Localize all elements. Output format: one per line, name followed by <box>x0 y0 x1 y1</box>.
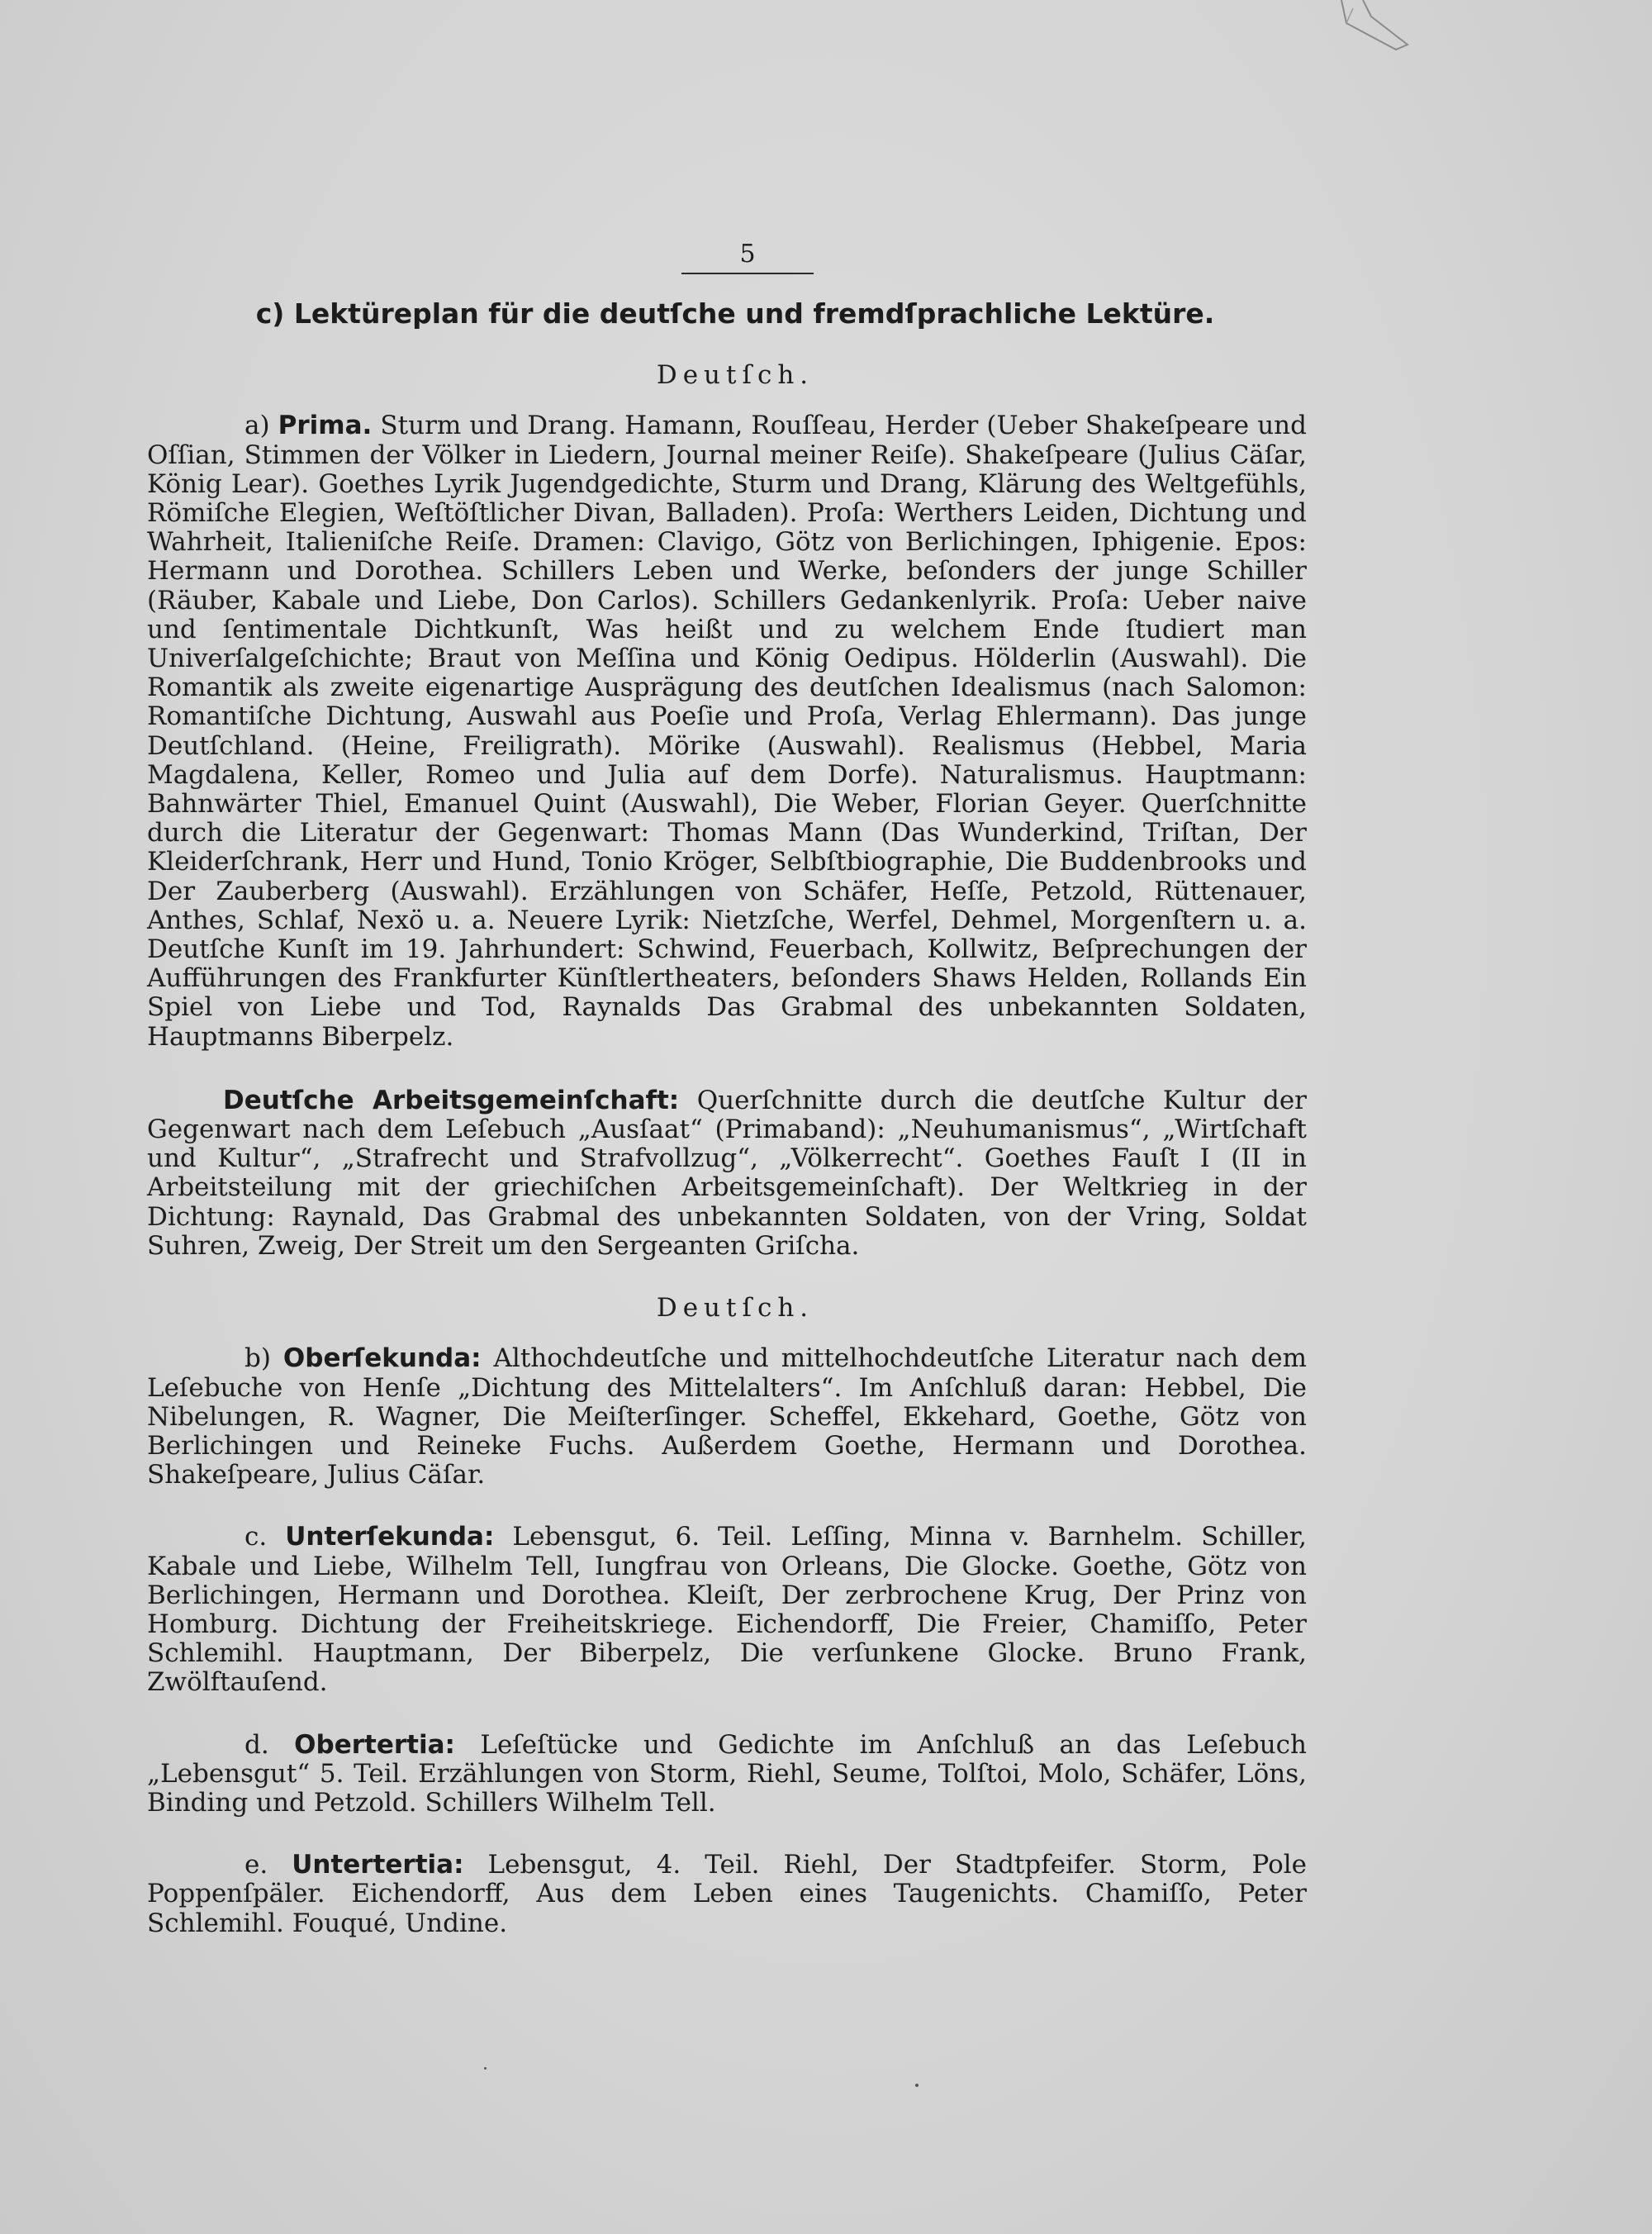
subject-title: Deutſch. <box>656 360 814 391</box>
paragraph-marker: e. <box>244 1850 268 1880</box>
paragraph-lead: Obertertia: <box>294 1729 455 1760</box>
paragraph-lead: Unterſekunda: <box>285 1522 495 1552</box>
paragraph-text: Querſchnitte durch die deutſche Kultur der Gegenwart nach dem Leſebuch „Ausſaat“ (Primaband): „Neuhumanismus“, „Wirtſchaft und Kultur“, „Strafrecht und Strafvollzug“, „Völkerrecht“. Goethes Fauſt I (II in Arbeitsteilung mit der griechiſchen Arbeitsgemeinſchaft). Der Weltkrieg in der Dichtung: Raynald, Das Grabmal des unbekannten Soldaten, von der Vring, Soldat Suhren, Zweig, Der Streit um den Sergeanten Griſcha. <box>147 1085 1307 1261</box>
paragraph-text: Sturm und Drang. Hamann, Rouſſeau, Herder (Ueber Shakeſpeare und Oſſian, Stimmen der Völker in Liedern, Journal meiner Reiſe). Shakeſpeare (Julius Cäſar, König Lear). Goethes Lyrik Jugendgedichte, Sturm und Drang, Klärung des Weltgefühls, Römiſche Elegien, Weſtöſtlicher Divan, Balladen). Proſa: Werthers Leiden, Dichtung und Wahrheit, Italieniſche Reiſe. Dramen: Clavigo, Götz von Berlichingen, Iphigenie. Epos: Hermann und Dorothea. Schillers Leben und Werke, beſonders der junge Schiller (Räuber, Kabale und Liebe, Don Carlos). Schillers Gedankenlyrik. Proſa: Ueber naive und ſentimentale Dichtkunſt, Was heißt und zu welchem Ende ſtudiert man Univerſalgeſchichte; Braut von Meſſina und König Oedipus. Hölderlin (Auswahl). Die Romantik als zweite eigenartige Ausprägung des deutſchen Idealismus (nach Salomon: Romantiſche Dichtung, Auswahl aus Poeſie und Proſa, Verlag Ehlermann). Das junge Deutſchland. (Heine, Freiligrath). Mörike (Auswahl). Realismus (Hebbel, Maria Magdalena, Keller, Romeo und Julia auf dem Dorfe). Naturalismus. Hauptmann: Bahnwärter Thiel, Emanuel Quint (Auswahl), Die Weber, Florian Geyer. Querſchnitte durch die Literatur der Gegenwart: Thomas Mann (Das Wunderkind, Triſtan, Der Kleiderſchrank, Herr und Hund, Tonio Kröger, Selbſtbiographie, Die Buddenbrooks und Der Zauberberg (Auswahl). Erzählungen von Schäfer, Heſſe, Petzold, Rüttenauer, Anthes, Schlaf, Nexö u. a. Neuere Lyrik: Nietzſche, Werfel, Dehmel, Morgenſtern u. a. Deutſche Kunſt im 19. Jahrhundert: Schwind, Feuerbach, Kollwitz, Beſprechungen der Aufführungen des Frankfurter Künſtlertheaters, beſonders Shaws Helden, Rollands Ein Spiel von Liebe und Tod, Raynalds Das Grabmal des unbekannten Soldaten, Hauptmanns Biberpelz. <box>147 411 1307 1052</box>
paragraph-lead: Deutſche Arbeitsgemeinſchaft: <box>223 1085 680 1115</box>
paper-speck <box>915 2084 919 2087</box>
paragraph-obertertia <box>147 1731 1307 1818</box>
paper-speck <box>484 2067 487 2070</box>
paragraph-untertertia <box>147 1851 1307 1938</box>
paragraph-lead: Prima. <box>278 411 373 441</box>
section-heading: c) Lektüreplan für die deutſche und fremdſprachliche Lektüre. <box>255 297 1215 330</box>
paragraph-marker: b) <box>244 1343 271 1374</box>
paragraph-marker: c. <box>244 1522 268 1552</box>
paragraph-prima <box>147 411 1307 1051</box>
paragraph-untersekunda <box>147 1523 1307 1697</box>
paragraph-lead: Untertertia: <box>292 1850 464 1880</box>
paragraph-text: Lebensgut, 4. Teil. Riehl, Der Stadtpfeifer. Storm, Pole Poppenſpäler. Eichendorff, Aus dem Leben eines Taugenichts. Chamiſſo, Peter Schlemihl. Fouqué, Undine. <box>147 1850 1308 1938</box>
paragraph-lead: Oberſekunda: <box>282 1343 482 1374</box>
paragraph-text: Lebensgut, 6. Teil. Leſſing, Minna v. Barnhelm. Schiller, Kabale und Liebe, Wilhelm Tell, Iungfrau von Orleans, Die Glocke. Goethe, Götz von Berlichingen, Hermann und Dorothea. Kleiſt, Der zerbrochene Krug, Der Prinz von Homburg. Dichtung der Freiheitskriege. Eichendorff, Die Freier, Chamiſſo, Peter Schlemihl. Hauptmann, Der Biberpelz, Die verſunkene Glocke. Bruno Frank, Zwölftauſend. <box>147 1522 1307 1698</box>
subject-title: Deutſch. <box>656 1293 814 1324</box>
paragraph-text: Althochdeutſche und mittelhochdeutſche Literatur nach dem Leſebuche von Henſe „Dichtung des Mittelalters“. Im Anſchluß daran: Hebbel, Die Nibelungen, R. Wagner, Die Meiſterſinger. Scheffel, Ekkehard, Goethe, Götz von Berlichingen und Reineke Fuchs. Außerdem Goethe, Hermann und Dorothea. Shakeſpeare, Julius Cäſar. <box>147 1343 1307 1490</box>
page-number-rule <box>681 273 814 274</box>
page-number-block <box>681 238 814 274</box>
page-body <box>147 299 1307 1938</box>
corner-fold-mark <box>1338 0 1412 58</box>
paragraph-obersekunda <box>147 1344 1307 1490</box>
paragraph-marker: d. <box>244 1729 269 1760</box>
paragraph-text: Leſeſtücke und Gedichte im Anſchluß an das Leſebuch „Lebensgut“ 5. Teil. Erzählungen von Storm, Riehl, Seume, Tolſtoi, Molo, Schäfer, Löns, Binding und Petzold. Schillers Wilhelm Tell. <box>147 1729 1308 1818</box>
paragraph-arbeitsgemeinschaft <box>147 1086 1307 1261</box>
paragraph-marker: a) <box>244 411 270 441</box>
page-number: 5 <box>739 240 756 269</box>
